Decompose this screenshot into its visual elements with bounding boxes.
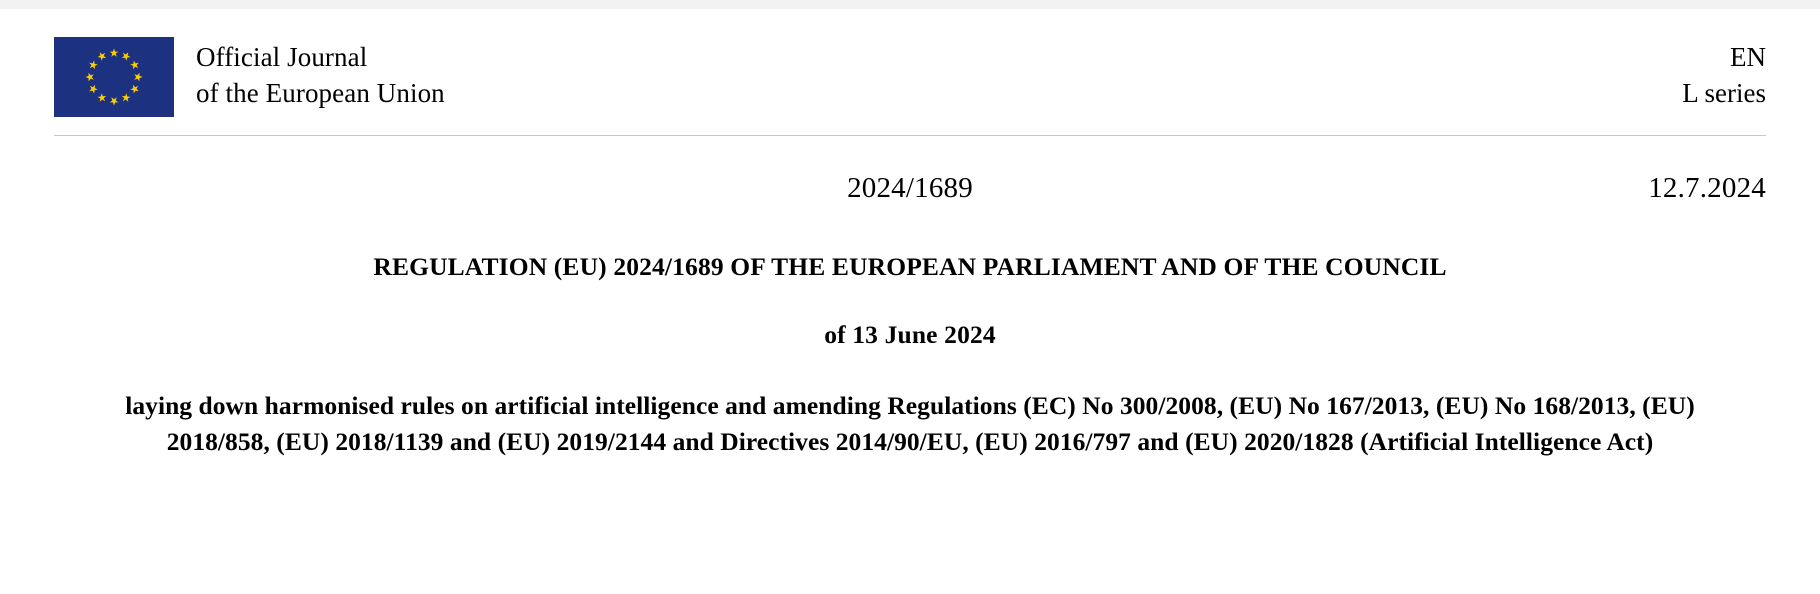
journal-title-line2: of the European Union — [196, 77, 445, 108]
regulation-subject-line2: No 168/2013, (EU) 2018/858, (EU) 2018/1139 and (EU) 2019/2144 and Directives 2014/90/EU, (EU) 2016/797 and (EU) 2020/1828 — [166, 391, 1695, 457]
reference-row — [54, 172, 1766, 208]
eu-flag-icon — [54, 37, 174, 117]
act-title-block — [54, 250, 1766, 461]
regulation-subject — [54, 388, 1766, 460]
regulation-short-name: (Artificial Intelligence Act) — [1360, 427, 1654, 457]
publication-date: 12.7.2024 — [1648, 172, 1766, 204]
header-divider — [54, 135, 1766, 136]
regulation-title: REGULATION (EU) 2024/1689 OF THE EUROPEAN PARLIAMENT AND OF THE COUNCIL — [373, 252, 1447, 281]
regulation-subject-line1: laying down harmonised rules on artificial intelligence and amending Regulations (EC) No 300/2008, (EU) No 167/2013, (EU) — [125, 391, 1489, 421]
adoption-date: of 13 June 2024 — [824, 320, 996, 350]
document-body — [0, 9, 1820, 594]
masthead — [54, 9, 1766, 135]
document-number: 2024/1689 — [847, 172, 973, 204]
series-label: L series — [1682, 77, 1766, 108]
top-strip — [0, 0, 1820, 9]
masthead-right — [1682, 37, 1766, 111]
language-code: EN — [1730, 42, 1766, 72]
masthead-left — [54, 37, 445, 117]
journal-title-line1: Official Journal — [196, 42, 368, 72]
journal-title — [196, 37, 445, 111]
